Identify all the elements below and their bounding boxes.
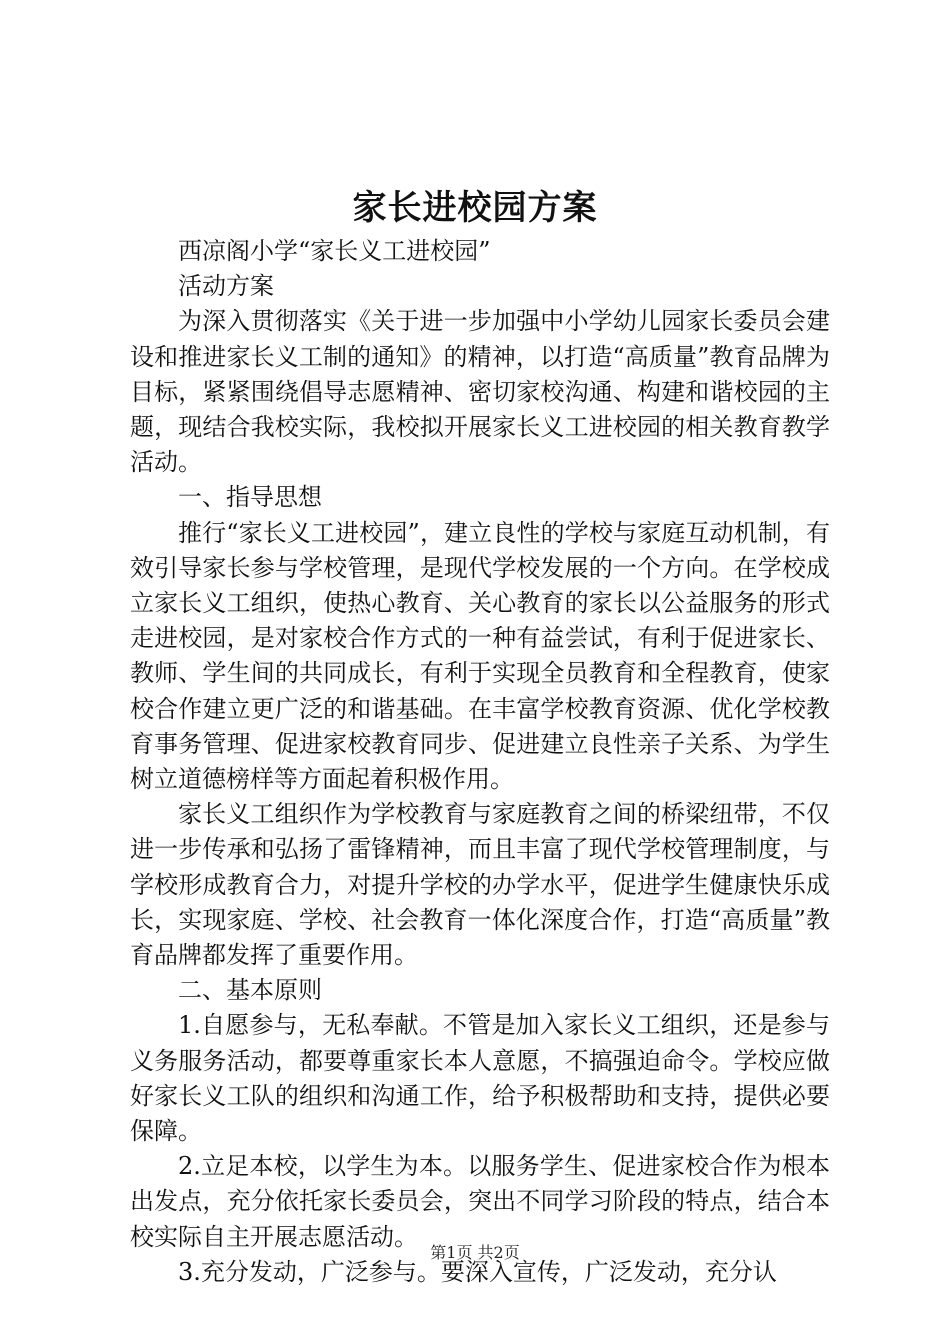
paragraph-school-activity-name: 西凉阁小学“家长义工进校园” — [178, 237, 491, 265]
paragraph-principle-2: 2.立足本校，以学生为本。以服务学生、促进家校合作为根本出发点，充分依托家长委员会，突出不同学习阶段的特点，结合本校实际自主开展志愿活动。 — [130, 1152, 830, 1251]
page-number-footer: 第1页 共2页 — [430, 1243, 520, 1262]
paragraph-guiding-ideology: 推行“家长义工进校园”，建立良性的学校与家庭互动机制，有效引导家长参与学校管理，是现代学校发展的一个方向。在学校成立家长义工组织，使热心教育、关心教育的家长以公益服务的形式走进校园，是对家校合作方式的一种有益尝试，有利于促进家长、教师、学生间的共同成长，有利于实现全员教育和全程教育，使家校合作建立更广泛的和谐基础。在丰富学校教育资源、优化学校教育事务管理、促进家校教育同步、促进建立良性亲子关系、为学生树立道德榜样等方面起着积极作用。 — [130, 518, 830, 794]
paragraph-intro: 为深入贯彻落实《关于进一步加强中小学幼儿园家长委员会建设和推进家长义工制的通知》的精神，以打造“高质量”教育品牌为目标，紧紧围绕倡导志愿精神、密切家校沟通、构建和谐校园的主题，现结合我校实际，我校拟开展家长义工进校园的相关教育教学活动。 — [130, 307, 830, 477]
paragraph-principle-3: 3.充分发动，广泛参与。要深入宣传，广泛发动，充分认 — [178, 1257, 777, 1286]
paragraph-activity-plan: 活动方案 — [178, 272, 274, 301]
document-title: 家长进校园方案 — [352, 188, 598, 228]
paragraph-volunteer-organization: 家长义工组织作为学校教育与家庭教育之间的桥梁纽带，不仅进一步传承和弘扬了雷锋精神，而且丰富了现代学校管理制度，与学校形成教育合力，对提升学校的办学水平，促进学生健康快乐成长，实现家庭、学校、社会教育一体化深度合作，打造“高质量”教育品牌都发挥了重要作用。 — [130, 800, 830, 970]
paragraph-principle-1: 1.自愿参与，无私奉献。不管是加入家长义工组织，还是参与义务服务活动，都要尊重家长本人意愿，不搞强迫命令。学校应做好家长义工队的组织和沟通工作，给予积极帮助和支持，提供必要保障。 — [130, 1011, 830, 1146]
heading-basic-principles: 二、基本原则 — [178, 976, 322, 1005]
heading-guiding-ideology: 一、指导思想 — [178, 483, 322, 512]
document-body — [130, 234, 830, 1290]
